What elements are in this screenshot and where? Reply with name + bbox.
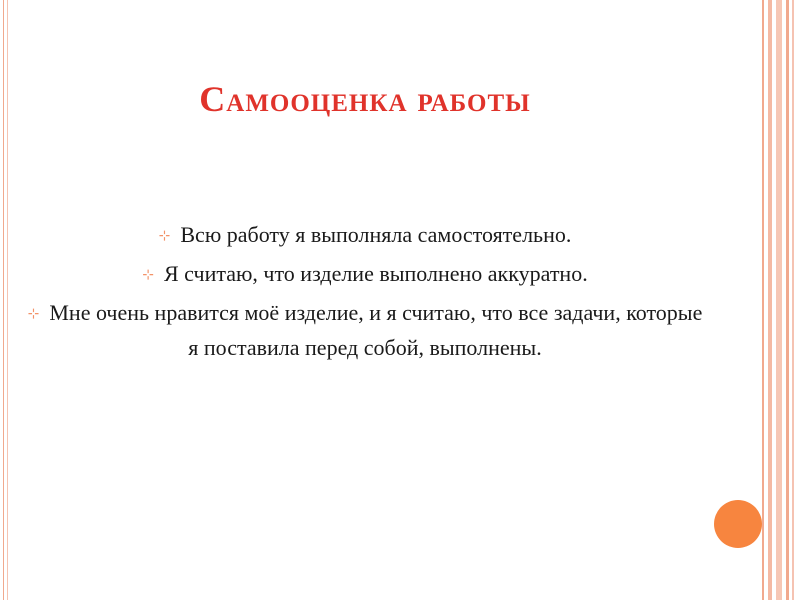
orange-circle-icon: [714, 500, 762, 548]
bullet-icon: ⊹: [27, 307, 40, 322]
bullet-icon: ⊹: [158, 229, 171, 244]
right-decor-stripe: [768, 0, 772, 600]
list-item-text: Мне очень нравится моё изделие, и я считаю, что все задачи, которые я поставила перед собой, выполнены.: [49, 300, 703, 360]
right-decor-stripe: [786, 0, 789, 600]
slide-title: Самооценка работы: [199, 79, 531, 119]
list-item: [20, 296, 710, 364]
bullet-list: [20, 218, 710, 368]
right-decor-stripe: [762, 0, 764, 600]
bullet-icon: ⊹: [142, 268, 154, 283]
right-decor-stripe: [792, 0, 794, 600]
list-item: [20, 257, 710, 292]
list-item: [20, 218, 710, 253]
list-item-text: Я считаю, что изделие выполнено аккуратно.: [164, 261, 588, 286]
list-item-text: Всю работу я выполняла самостоятельно.: [180, 222, 572, 247]
right-decor-stripe: [776, 0, 782, 600]
